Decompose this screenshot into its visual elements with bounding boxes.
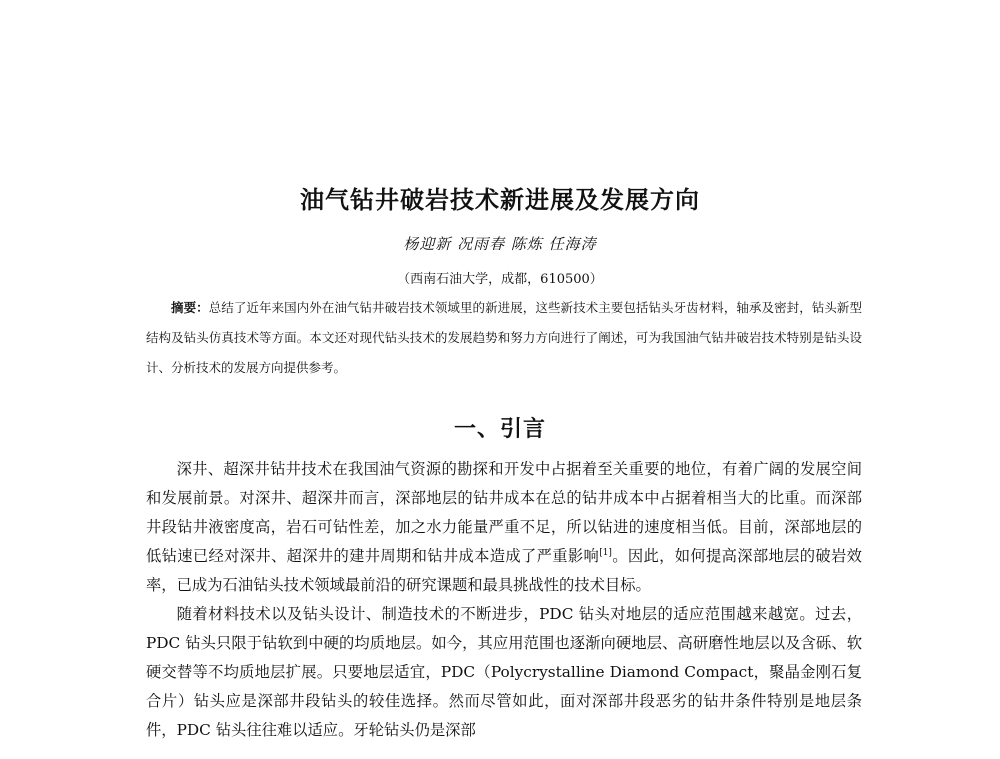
- body-text: [146, 455, 862, 745]
- abstract-text: 总结了近年来国内外在油气钻井破岩技术领域里的新进展，这些新技术主要包括钻头牙齿材料，轴承及密封，钻头新型结构及钻头仿真技术等方面。本文还对现代钻头技术的发展趋势和努力方向进行了阐述，可为我国油气钻井破岩技术特别是钻头设计、分析技术的发展方向提供参考。: [146, 300, 862, 375]
- author-list: 杨迎新 况雨春 陈炼 任海涛: [403, 235, 597, 253]
- citation-ref: [1]: [599, 547, 612, 558]
- paragraph-2: 随着材料技术以及钻头设计、制造技术的不断进步，PDC 钻头对地层的适应范围越来越宽。过去，PDC 钻头只限于钻软到中硬的均质地层。如今，其应用范围也逐渐向硬地层、高研磨性地层以及含砾、软硬交替等不均质地层扩展。只要地层适宜，PDC（Polycrystalline Diamond Compact，聚晶金刚石复合片）钻头应是深部井段钻头的较佳选择。然而尽管如此，面对深部井段恶劣的钻井条件特别是地层条件，PDC 钻头往往难以适应。牙轮钻头仍是深部: [146, 605, 862, 739]
- paragraph-1-text-b: 。因此，如何提高深部地层的破岩效率，已成为石油钻头技术领域最前沿的研究课题和最具挑战性的技术目标。: [146, 547, 862, 594]
- paragraph-1-text-a: 深井、超深井钻井技术在我国油气资源的勘探和开发中占据着至关重要的地位，有着广阔的发展空间和发展前景。对深井、超深井而言，深部地层的钻井成本在总的钻井成本中占据着相当大的比重。而深部井段钻井液密度高，岩石可钻性差，加之水力能量严重不足，所以钻进的速度相当低。目前，深部地层的低钻速已经对深井、超深井的建井周期和钻井成本造成了严重影响: [146, 460, 862, 565]
- abstract: [146, 293, 862, 383]
- abstract-label: 摘要：: [171, 300, 209, 315]
- affiliation: （西南石油大学，成都，610500）: [397, 272, 603, 287]
- paper-title: 油气钻井破岩技术新进展及发展方向: [300, 186, 700, 214]
- paragraph-1: [146, 455, 862, 600]
- section-heading-introduction: 一、引言: [453, 417, 546, 442]
